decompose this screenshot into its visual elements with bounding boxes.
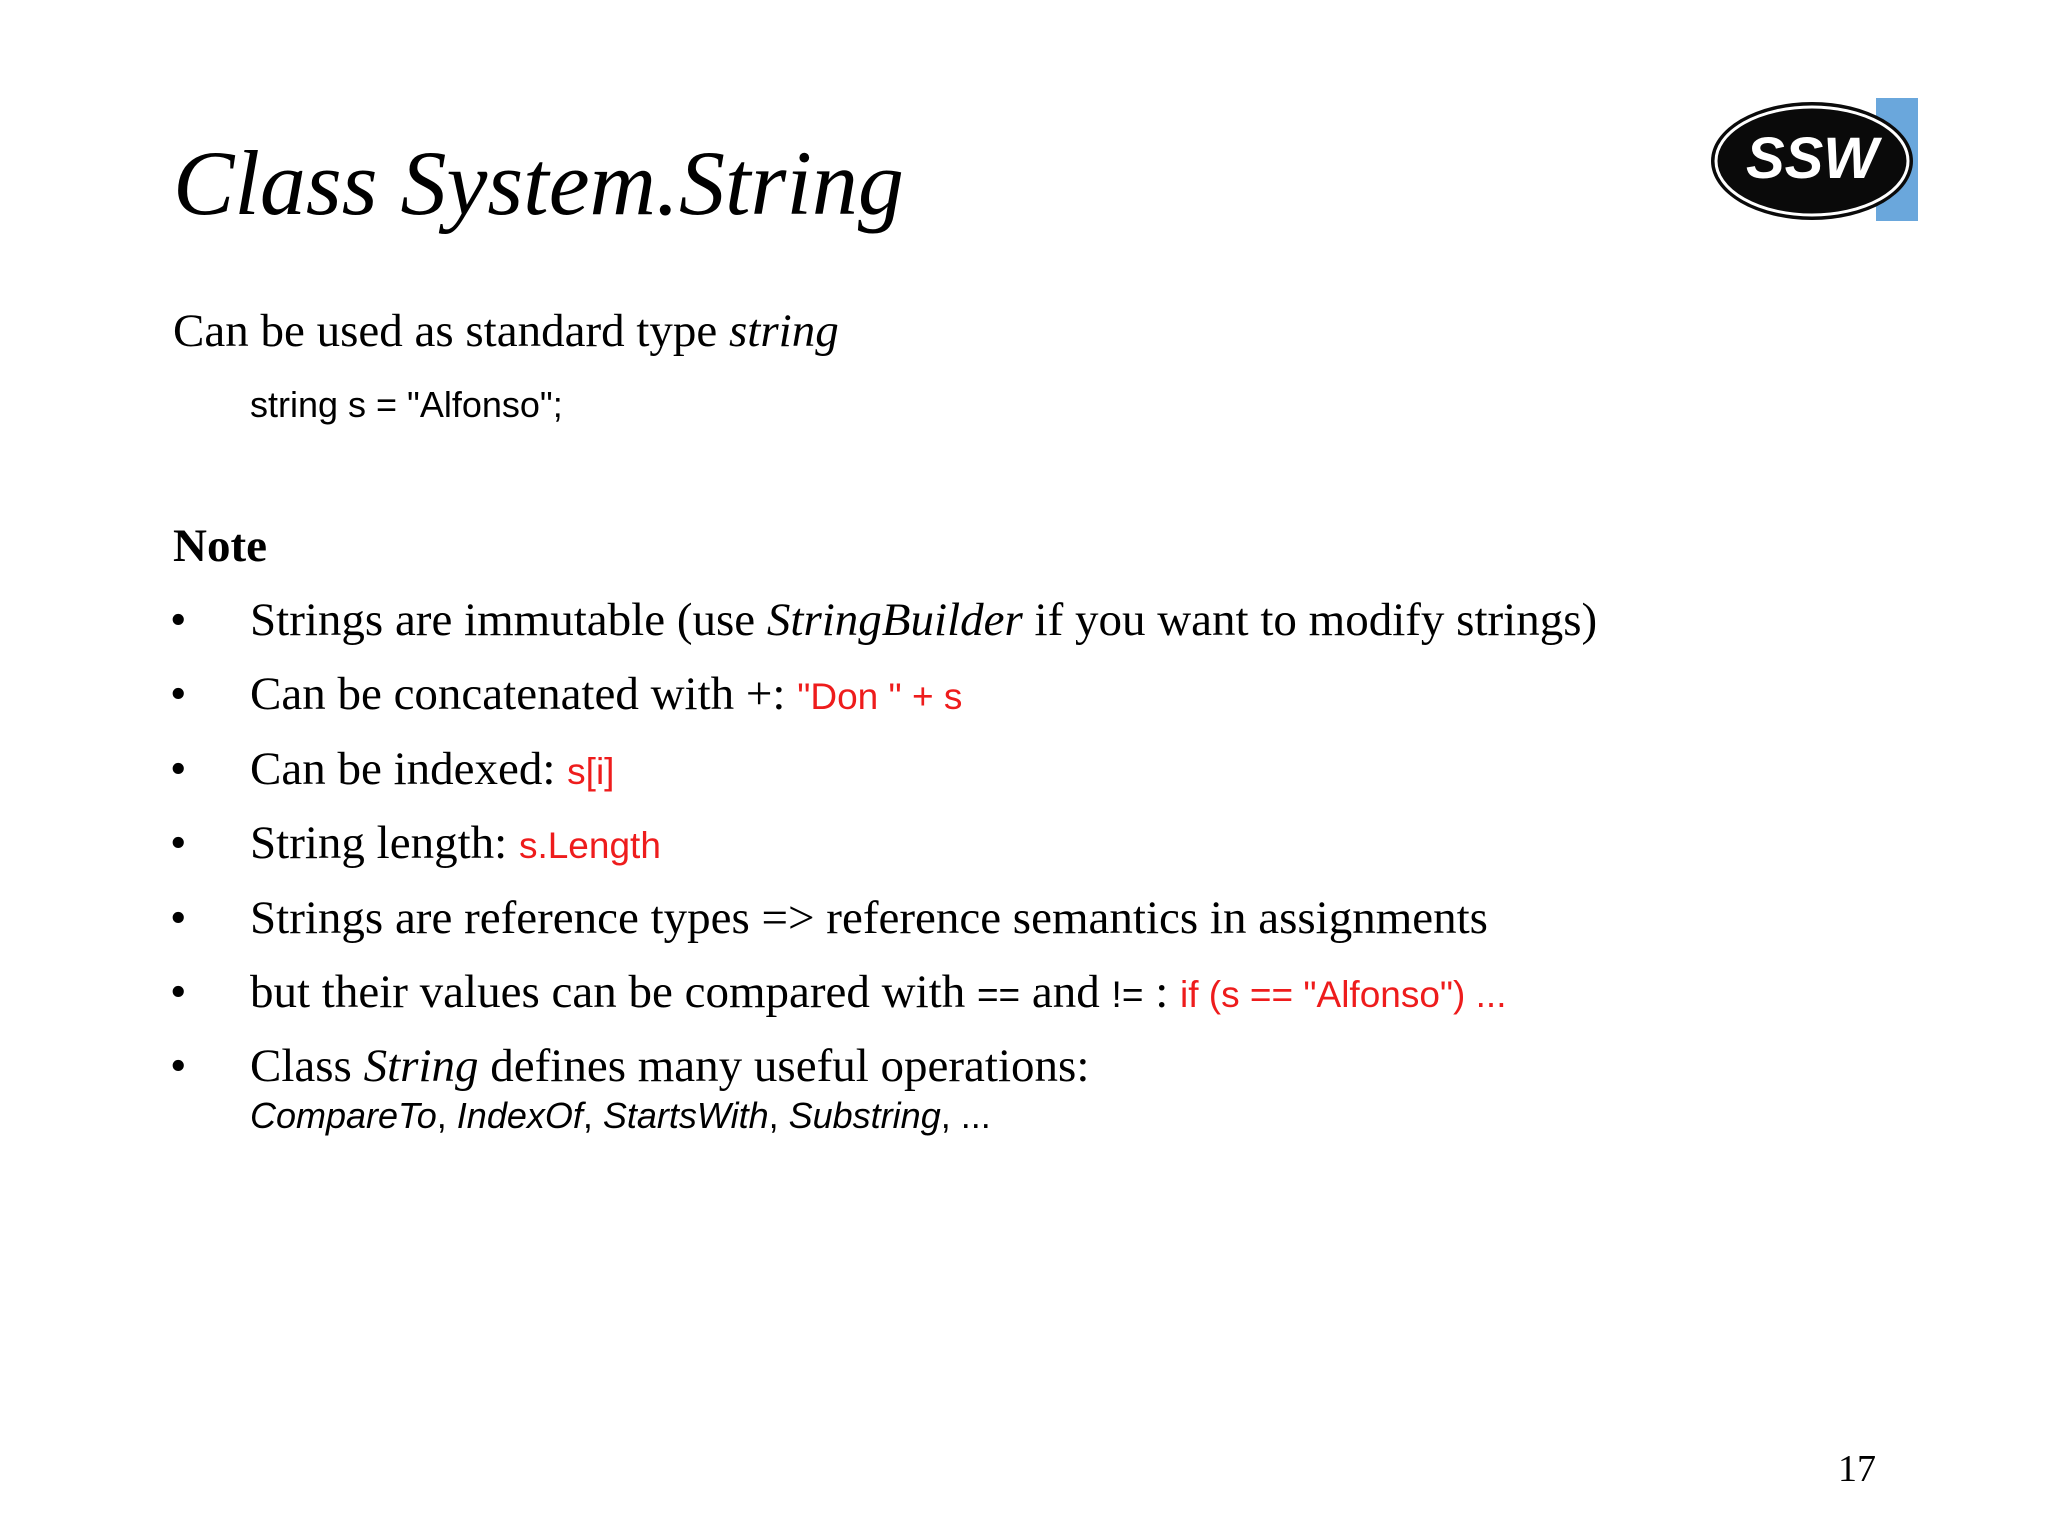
bullet-text bbox=[250, 1038, 1089, 1094]
bullet-dot: • bbox=[170, 817, 187, 869]
bullet-text-part: : bbox=[1143, 966, 1180, 1018]
class-name-stringbuilder: StringBuilder bbox=[766, 594, 1023, 646]
bullet-text-part: Strings are immutable (use bbox=[250, 594, 767, 646]
separator: , bbox=[768, 1095, 789, 1136]
bullet-dot: • bbox=[170, 966, 187, 1018]
bullet-text-part: and bbox=[1020, 966, 1112, 1018]
bullet-text bbox=[250, 666, 962, 725]
code-snippet: "Don " + s bbox=[797, 676, 963, 717]
logo-text: SSW bbox=[1745, 126, 1879, 191]
bullet-text-part: if you want to modify strings) bbox=[1022, 594, 1598, 646]
code-snippet: s.Length bbox=[518, 825, 661, 866]
intro-line bbox=[173, 303, 839, 359]
intro-prefix: Can be used as standard type bbox=[173, 305, 730, 357]
separator: , bbox=[582, 1095, 603, 1136]
note-heading: Note bbox=[173, 520, 267, 572]
bullet-text-part: Can be concatenated with +: bbox=[250, 668, 798, 720]
separator: , bbox=[436, 1095, 457, 1136]
bullet-text-part: String length: bbox=[250, 817, 519, 869]
bullet-text-part: defines many useful operations: bbox=[478, 1040, 1090, 1092]
bullet-text bbox=[250, 741, 614, 800]
bullet-dot: • bbox=[170, 668, 187, 720]
operation-name: Substring bbox=[788, 1095, 941, 1136]
operations-list bbox=[250, 1094, 991, 1138]
bullet-text bbox=[250, 964, 1507, 1023]
operation-name: IndexOf bbox=[456, 1095, 583, 1136]
bullet-text-part: Can be indexed: bbox=[250, 743, 568, 795]
code-snippet: if (s == "Alfonso") ... bbox=[1180, 974, 1507, 1015]
operator-equals: == bbox=[976, 974, 1021, 1015]
bullet-dot: • bbox=[170, 743, 187, 795]
bullet-text-part: Class bbox=[250, 1040, 364, 1092]
class-name-string: String bbox=[363, 1040, 479, 1092]
operator-not-equals: != bbox=[1111, 974, 1144, 1015]
bullet-dot: • bbox=[170, 594, 187, 646]
intro-type-word: string bbox=[729, 305, 839, 357]
code-example: string s = "Alfonso"; bbox=[250, 384, 563, 425]
operation-name: CompareTo bbox=[250, 1095, 437, 1136]
code-snippet: s[i] bbox=[567, 751, 615, 792]
bullet-text bbox=[250, 592, 1597, 648]
bullet-text-part: but their values can be compared with bbox=[250, 966, 977, 1018]
ssw-logo bbox=[1708, 98, 1918, 221]
bullet-dot: • bbox=[170, 892, 187, 944]
slide-title: Class System.String bbox=[173, 132, 904, 234]
bullet-text: Strings are reference types => reference semantics in assignments bbox=[250, 892, 1488, 944]
operation-name: StartsWith bbox=[602, 1095, 769, 1136]
page-number: 17 bbox=[1838, 1448, 1876, 1490]
bullet-dot: • bbox=[170, 1040, 187, 1092]
operations-tail: , ... bbox=[940, 1095, 991, 1136]
bullet-text bbox=[250, 815, 661, 874]
